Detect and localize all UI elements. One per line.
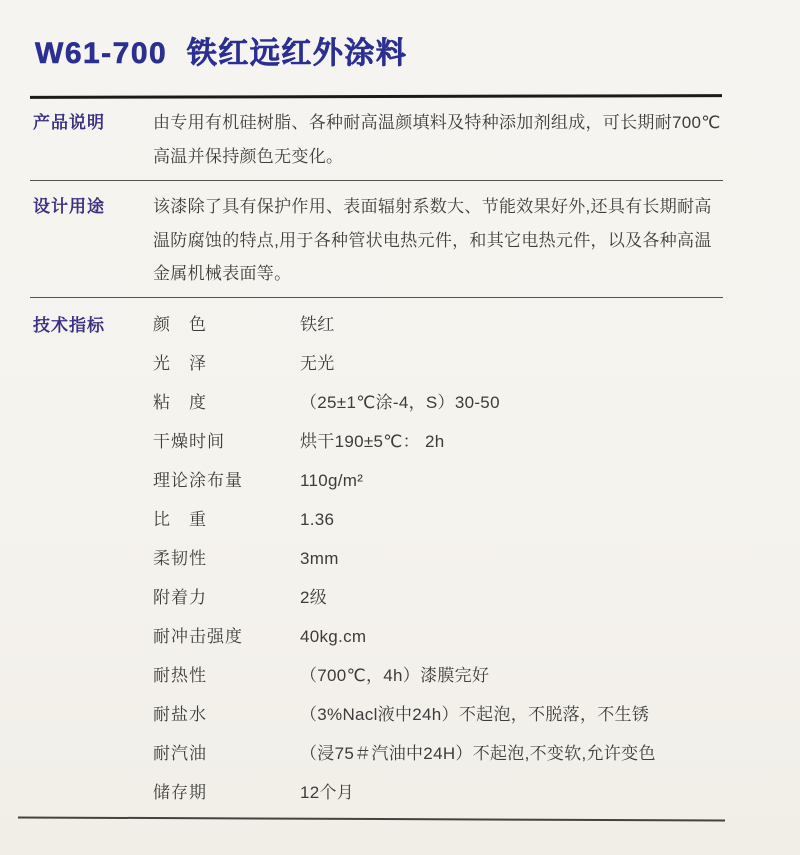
spec-row-viscosity (153, 392, 723, 431)
section-body-text: 该漆除了具有保护作用、表面辐射系数大、节能效果好外,还具有长期耐高温防腐蚀的特点,用于各种管状电热元件，和其它电热元件，以及各种高温金属机械表面等。 (153, 197, 712, 283)
spec-value: （3%Nacl液中24h）不起泡，不脱落，不生锈 (300, 705, 650, 724)
spec-value: 40kg.cm (300, 627, 367, 646)
spec-row-salt-water-resistance (153, 704, 723, 743)
spec-name: 干燥时间 (153, 432, 225, 451)
spec-name: 比 重 (153, 510, 207, 529)
spec-row-impact-strength (153, 626, 723, 665)
spec-value: 110g/m² (300, 471, 364, 490)
spec-value: 1.36 (300, 510, 335, 529)
product-title: W61-700 铁红远红外涂料 (35, 37, 408, 71)
section-technical-specs (33, 314, 723, 821)
spec-row-gloss (153, 353, 723, 392)
spec-value: 无光 (300, 354, 335, 373)
spec-row-coverage (153, 470, 723, 509)
section-label: 技术指标 (33, 316, 105, 335)
spec-name: 理论涂布量 (153, 471, 243, 490)
spec-value: （25±1℃涂-4，S）30-50 (300, 393, 500, 412)
spec-name: 粘 度 (153, 393, 207, 412)
spec-value: 烘干190±5℃： 2h (300, 432, 445, 451)
title-underline-rule (30, 94, 722, 99)
section-body-text: 由专用有机硅树脂、各种耐高温颜填料及特种添加剂组成，可长期耐700℃高温并保持颜色无变化。 (153, 113, 721, 166)
section-divider (30, 180, 723, 181)
spec-value: 铁红 (300, 315, 335, 334)
spec-value: （700℃，4h）漆膜完好 (300, 666, 490, 685)
section-divider (30, 297, 723, 298)
spec-name: 颜 色 (153, 315, 207, 334)
spec-value: 2级 (300, 588, 328, 607)
section-label: 产品说明 (33, 113, 105, 132)
section-design-purpose (33, 195, 723, 291)
spec-row-drying-time (153, 431, 723, 470)
spec-row-gasoline-resistance (153, 743, 723, 782)
spec-name: 储存期 (153, 783, 207, 802)
spec-value: 12个月 (300, 783, 355, 802)
spec-name: 耐盐水 (153, 705, 207, 724)
spec-row-heat-resistance (153, 665, 723, 704)
spec-row-shelf-life (153, 782, 723, 821)
spec-name: 耐冲击强度 (153, 627, 243, 646)
spec-row-color (153, 314, 723, 353)
section-label: 设计用途 (33, 197, 105, 216)
spec-table (153, 314, 723, 821)
spec-row-adhesion (153, 587, 723, 626)
spec-row-flexibility (153, 548, 723, 587)
spec-name: 柔韧性 (153, 549, 207, 568)
section-product-description (33, 111, 723, 173)
spec-row-specific-gravity (153, 509, 723, 548)
spec-name: 附着力 (153, 588, 207, 607)
spec-name: 耐汽油 (153, 744, 207, 763)
spec-name: 耐热性 (153, 666, 207, 685)
spec-value: （浸75＃汽油中24H）不起泡,不变软,允许变色 (300, 744, 656, 763)
spec-value: 3mm (300, 549, 339, 568)
spec-name: 光 泽 (153, 354, 207, 373)
